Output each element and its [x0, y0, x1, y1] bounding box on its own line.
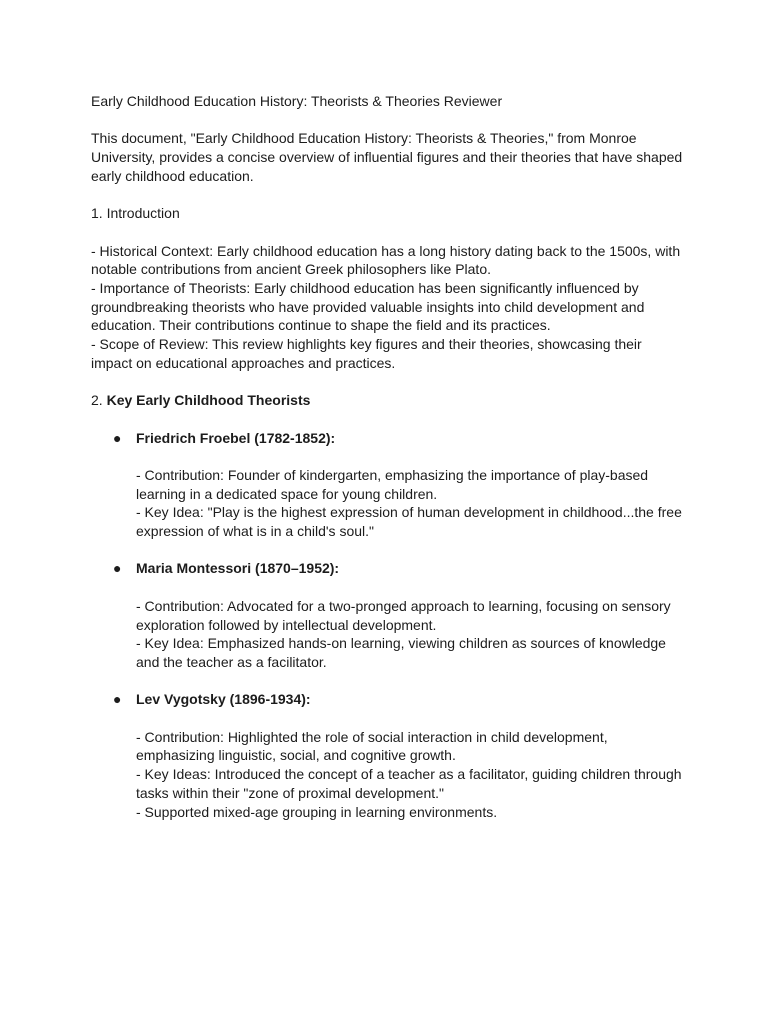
bullet-icon: ● — [113, 429, 122, 446]
theorist-details — [91, 466, 691, 541]
theorist-line: and the teacher as a facilitator. — [136, 653, 327, 670]
theorist-name: Lev Vygotsky (1896-1934): — [136, 691, 311, 708]
theorist-bullet — [91, 559, 691, 578]
theorist-line: exploration followed by intellectual development. — [136, 616, 437, 633]
section-1-line: notable contributions from ancient Greek philosophers like Plato. — [91, 261, 491, 278]
theorist-line: - Key Idea: Emphasized hands-on learning, viewing children as sources of knowledge — [136, 635, 666, 652]
intro-line: This document, "Early Childhood Education History: Theorists & Theories," from Monroe — [91, 130, 637, 147]
section-2-number: 2. — [91, 392, 107, 409]
theorist-name: Maria Montessori (1870–1952): — [136, 560, 340, 577]
section-1-body — [91, 242, 691, 373]
theorist-line: - Contribution: Highlighted the role of social interaction in child development, — [136, 728, 608, 745]
theorist-name: Friedrich Froebel (1782-1852): — [136, 429, 336, 446]
section-1-line: impact on educational approaches and practices. — [91, 354, 396, 371]
section-1-line: - Historical Context: Early childhood education has a long history dating back to the 1500s, with — [91, 242, 681, 259]
document-body — [91, 92, 691, 821]
theorist-bullet — [91, 429, 691, 448]
bullet-icon: ● — [113, 691, 122, 708]
theorist-line: - Supported mixed-age grouping in learning environments. — [136, 803, 498, 820]
section-2-heading — [91, 391, 691, 410]
theorist-line: - Key Ideas: Introduced the concept of a teacher as a facilitator, guiding children through — [136, 766, 682, 783]
section-1-line: - Scope of Review: This review highlights key figures and their theories, showcasing their — [91, 336, 642, 353]
bullet-icon: ● — [113, 560, 122, 577]
theorist-line: tasks within their "zone of proximal development." — [136, 784, 444, 801]
theorist-line: - Contribution: Advocated for a two-pronged approach to learning, focusing on sensory — [136, 597, 671, 614]
intro-line: University, provides a concise overview of influential figures and their theories that have shaped — [91, 149, 683, 166]
intro-line: early childhood education. — [91, 167, 254, 184]
theorist-details — [91, 597, 691, 672]
section-1-line: - Importance of Theorists: Early childhood education has been significantly influenced by — [91, 279, 639, 296]
theorist-line: expression of what is in a child's soul." — [136, 523, 374, 540]
theorist-line: learning in a dedicated space for young children. — [136, 485, 438, 502]
theorist-line: - Contribution: Founder of kindergarten, emphasizing the importance of play-based — [136, 466, 649, 483]
theorist-details — [91, 728, 691, 822]
section-1-heading: 1. Introduction — [91, 205, 180, 222]
document-title: Early Childhood Education History: Theorists & Theories Reviewer — [91, 93, 503, 109]
section-2-title: Key Early Childhood Theorists — [106, 392, 311, 409]
section-1-line: education. Their contributions continue to shape the field and its practices. — [91, 317, 551, 334]
section-1-line: groundbreaking theorists who have provided valuable insights into child development and — [91, 298, 645, 315]
intro-paragraph — [91, 129, 691, 185]
theorist-line: emphasizing linguistic, social, and cognitive growth. — [136, 747, 456, 764]
theorist-line: - Key Idea: "Play is the highest expression of human development in childhood...the free — [136, 504, 682, 521]
theorist-bullet — [91, 690, 691, 709]
